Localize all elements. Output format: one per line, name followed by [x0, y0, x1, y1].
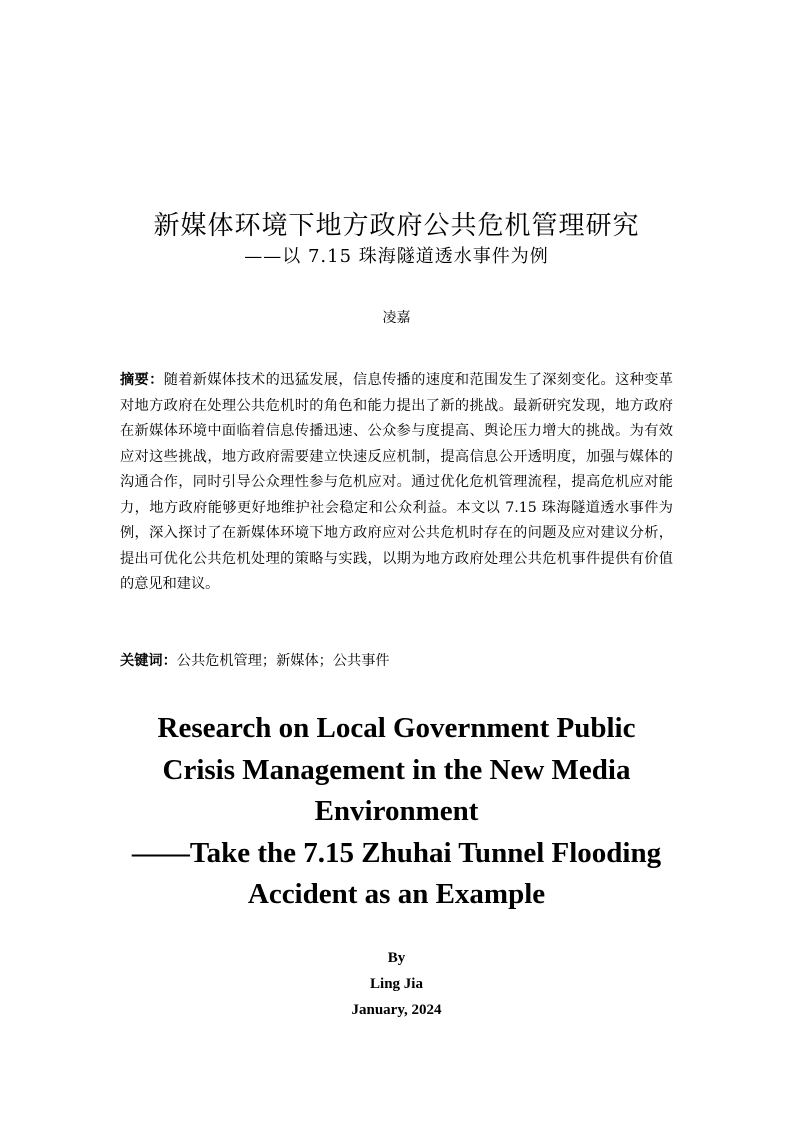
chinese-title: 新媒体环境下地方政府公共危机管理研究 [153, 211, 640, 241]
chinese-keywords [120, 649, 673, 674]
english-title-line: Research on Local Government Public [157, 712, 636, 744]
english-date: January, 2024 [351, 1002, 442, 1018]
english-title-line: Environment [314, 795, 479, 827]
abstract-text: 随着新媒体技术的迅猛发展，信息传播的速度和范围发生了深刻变化。这种变革对地方政府在处理公共危机时的角色和能力提出了新的挑战。最新研究发现，地方政府在新媒体环境中面临着信息传播迅速、公众参与度提高、舆论压力增大的挑战。为有效应对这些挑战，地方政府需要建立快速反应机制，提高信息公开透明度，加强与媒体的沟通合作，同时引导公众理性参与危机应对。通过优化危机管理流程，提高危机应对能力，地方政府能够更好地维护社会稳定和公众利益。本文以 7.15 珠海隧道透水事件为例，深入探讨了在新媒体环境下地方政府应对公共危机时存在的问题及应对建议分析，提出可优化公共危机处理的策略与实践，以期为地方政府处理公共危机事件提供有价值的意见和建议。 [120, 372, 673, 592]
chinese-author: 凌嘉 [382, 310, 411, 326]
english-author: Ling Jia [370, 976, 423, 992]
chinese-abstract [120, 368, 673, 598]
chinese-subtitle: ——以 7.15 珠海隧道透水事件为例 [244, 246, 549, 267]
abstract-label: 摘要： [120, 372, 164, 388]
keywords-text: 公共危机管理；新媒体；公共事件 [176, 653, 390, 669]
english-title [100, 708, 693, 916]
english-title-line: Crisis Management in the New Media [162, 753, 631, 786]
english-subtitle-line: Accident as an Example [247, 878, 546, 910]
keywords-label: 关键词： [120, 653, 177, 669]
english-by-label: By [387, 950, 406, 966]
english-subtitle-line: ——Take the 7.15 Zhuhai Tunnel Flooding [131, 836, 662, 869]
